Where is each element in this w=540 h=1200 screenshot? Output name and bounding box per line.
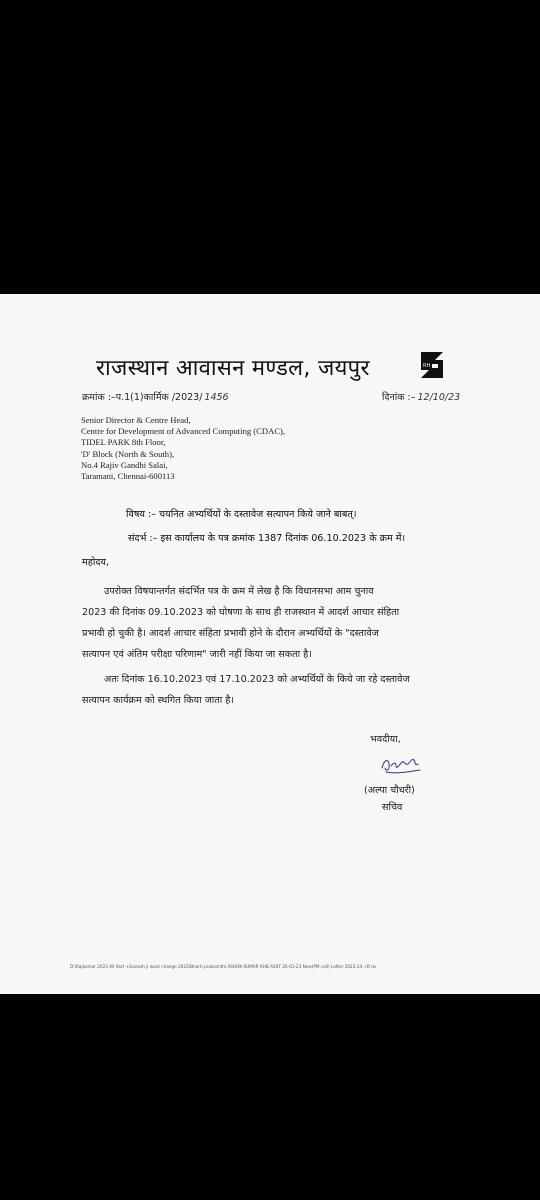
letterhead-title: राजस्थान आवासन मण्डल, जयपुर [96,356,370,381]
signature-mark [378,752,424,776]
letter-salutation: महोदय, [82,557,110,568]
letter-date [382,390,460,403]
address-line: Taramani, Chennai-600113 [81,471,175,482]
body-paragraph-2 [82,669,448,711]
signatory-name: (अल्पा चौधरी) [364,785,415,796]
date-label: दिनांक :– [382,392,416,403]
address-line: 'D' Block (North & South), [81,448,175,459]
letter-subject: विषय :– चयनित अभ्यर्थियों के दस्तावेज सत्यापन किये जाने बाबत्। [126,509,357,520]
recipient-address [81,415,285,482]
body-paragraph-1 [82,581,448,665]
signatory-title: सचिव [382,802,403,813]
svg-text:RH: RH [423,363,431,369]
reference-number [82,390,229,403]
letter-closing: भवदीया, [370,734,401,745]
footer-file-path: D:\Rajkumar 2023 All Staf +Ganesh ji work change 2023\Bharti prakoshthi ASHOK KUMAR RHB ASST 26-01-23 New(PM call) Letter 2023-24..rtf.rw [70,964,376,969]
paragraph-line: प्रभावी हो चुकी है। आदर्श आचार संहिता प्रभावी होने के दौरान अभ्यर्थियों के "दस्तावेज [82,628,379,639]
reference-prefix: क्रमांक :–प.1(1)कार्मिक /2023/ [82,392,203,403]
address-line: Centre for Development of Advanced Computing (CDAC), [81,426,286,437]
letter-page [0,294,540,994]
rhb-logo-icon [418,350,446,380]
address-line: No.4 Rajiv Gandhi Salai, [81,459,168,470]
letter-reference: संदर्भ :– इस कार्यालय के पत्र क्रमांक 1387 दिनांक 06.10.2023 के क्रम में। [128,533,406,544]
paragraph-line: अतः दिनांक 16.10.2023 एवं 17.10.2023 को अभ्यर्थियों के किये जा रहे दस्तावेज [104,674,410,685]
reference-number-handwritten: 1456 [204,392,229,403]
paragraph-line: सत्यापन कार्यक्रम को स्थगित किया जाता है। [82,695,234,706]
address-line: Senior Director & Centre Head, [81,415,191,425]
paragraph-line: सत्यापन एवं अंतिम परीक्षा परिणाम" जारी नहीं किया जा सकता है। [82,649,312,660]
paragraph-line: उपरोक्त विषयान्तर्गत संदर्भित पत्र के क्रम में लेख है कि विधानसभा आम चुनाव [104,586,374,597]
address-line: TIDEL PARK 8th Floor, [81,437,166,448]
paragraph-line: 2023 की दिनांक 09.10.2023 को घोषणा के साथ ही राजस्थान में आदर्श आचार संहिता [82,607,400,618]
date-handwritten: 12/10/23 [417,392,461,403]
